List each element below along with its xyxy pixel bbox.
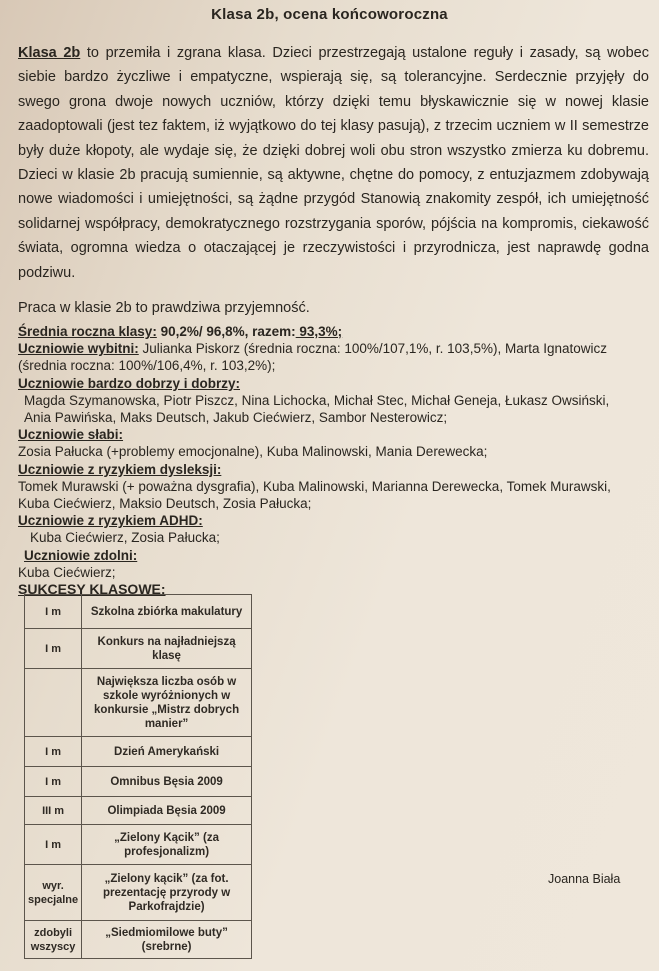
good-text: Magda Szymanowska, Piotr Piszcz, Nina Lichocka, Michał Stec, Michał Geneja, Łukasz Owsiński, Ania Pawińska, Maks Deutsch, Jakub Ciećwierz, Sambor Nesterowicz; [24,392,610,426]
intro-text: to przemiła i zgrana klasa. Dzieci przestrzegają ustalone reguły i zasady, są wobec siebie bardzo życzliwe i empatyczne, wspierają się, są tolerancyjne. Serdecznie przyjęły do swego grona dwoje nowych uczniów, którzy dzięki temu błyskawicznie się w nowej klasie zaadoptowali (jest tez faktem, iż wyjątkowo do tej klasy pasują), z trzecim uczniem w II semestrze były duże kłopoty, ale wydaje się, że dzięki dobrej woli obu stron wszystko zmierza ku dobremu. Dzieci w klasie 2b pracują sumiennie, są aktywne, chętne do pomocy, z entuzjazmem zdobywają nowe wiadomości i umiejętności, są żądne przygód Stanowią znakomity zespół, ich umiejętność solidarnej współpracy, demokratycznego rozstrzygania sporów, pójścia na kompromis, ciekawość świata, ogromna wiedza o otaczającej je rzeczywistości i przyrodnicza, jest naprawdę godna podziwu. [18,45,649,281]
award-place [25,669,82,737]
average-value: 90,2%/ 96,8%, razem: [156,324,296,339]
award-event: Konkurs na najładniejszą klasę [82,629,252,669]
dyslexia-text: Tomek Murawski (+ poważna dysgrafia), Kuba Malinowski, Marianna Derewecka, Tomek Murawski, Kuba Ciećwierz, Maksio Deutsch, Zosia Pałucka; [18,478,611,512]
awards-table [24,594,252,959]
award-place: zdobyli wszyscy [25,921,82,959]
table-row [25,595,252,629]
intro-paragraph [18,41,649,285]
award-event: „Zielony kącik” (za fot. prezentację przyrody w Parkofrajdzie) [82,865,252,921]
award-place: I m [25,595,82,629]
closing-sentence: Praca w klasie 2b to prawdziwa przyjemność. [18,300,310,316]
award-place: I m [25,825,82,865]
adhd-text: Kuba Ciećwierz, Zosia Pałucka; [30,530,220,546]
table-row [25,629,252,669]
table-row [25,797,252,825]
average-row [18,323,639,340]
outstanding-row [18,340,639,374]
adhd-label: Uczniowie z ryzykiem ADHD: [18,513,203,529]
intro-lead: Klasa 2b [18,45,81,61]
award-event: Omnibus Bęsia 2009 [82,767,252,797]
gifted-label: Uczniowie zdolni: [24,547,138,563]
outstanding-label: Uczniowie wybitni: [18,341,139,357]
award-event: „Siedmiomilowe buty” (srebrne) [82,921,252,959]
outstanding-text: Julianka Piskorz (średnia roczna: 100%/107,1%, r. 103,5%), Marta Ignatowicz (średnia roczna: 100%/106,4%, r. 103,2%); [18,341,607,374]
adhd-heading [18,512,639,529]
award-place: wyr. specjalne [25,865,82,921]
good-label: Uczniowie bardzo dobrzy i dobrzy: [18,375,241,391]
table-row [25,669,252,737]
award-event: Największa liczba osób w szkole wyróżnionych w konkursie „Mistrz dobrych manier” [82,669,252,737]
award-place: III m [25,797,82,825]
award-event: Dzień Amerykański [82,737,252,767]
document-title: Klasa 2b, ocena końcoworoczna [211,6,448,23]
award-event: Olimpiada Bęsia 2009 [82,797,252,825]
weak-text: Zosia Pałucka (+problemy emocjonalne), Kuba Malinowski, Mania Derewecka; [18,444,488,460]
good-heading [18,375,639,392]
gifted-text: Kuba Ciećwierz; [18,564,116,580]
dyslexia-heading [18,461,639,478]
table-row [25,921,252,959]
award-event: Szkolna zbiórka makulatury [82,595,252,629]
award-event: „Zielony Kącik” (za profesjonalizm) [82,825,252,865]
table-row [25,767,252,797]
table-row [25,825,252,865]
award-place: I m [25,737,82,767]
weak-heading [18,426,639,443]
table-row [25,737,252,767]
success-label: SUKCESY KLASOWE: [18,581,166,598]
average-label: Średnia roczna klasy: [18,324,157,339]
gifted-heading [18,547,639,564]
average-total: 93,3%; [295,324,343,339]
award-place: I m [25,629,82,669]
table-row [25,865,252,921]
dyslexia-label: Uczniowie z ryzykiem dysleksji: [18,461,222,477]
author-signature: Joanna Biała [548,872,621,886]
weak-label: Uczniowie słabi: [18,427,124,443]
class-statistics [18,323,639,598]
award-place: I m [25,767,82,797]
